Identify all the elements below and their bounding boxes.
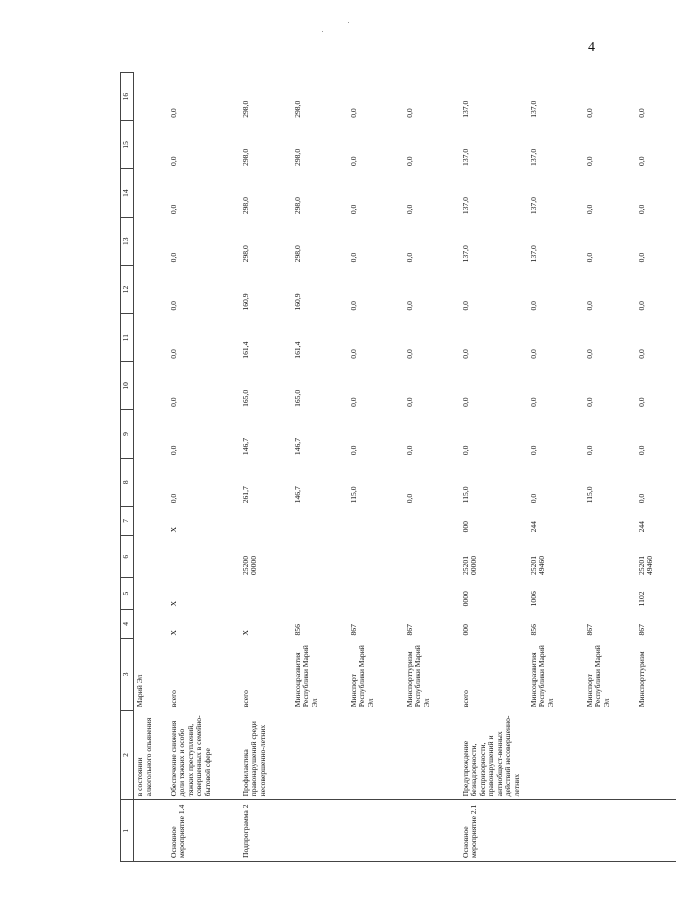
cell-csr (404, 535, 460, 578)
cell-2019: 0,0 (636, 252, 646, 263)
cell-csr (348, 535, 404, 578)
table-row (292, 73, 348, 862)
cell-executor: Минсоцразвития Республики Марий Эл (292, 645, 319, 708)
column-number: 1 (121, 800, 134, 862)
cell-2014: 0,0 (636, 493, 646, 504)
cell-2019: 0,0 (584, 252, 594, 263)
column-number: 2 (121, 710, 134, 800)
cell-2016: 0,0 (168, 397, 178, 407)
column-number: 13 (121, 217, 134, 265)
cell-rzpr: 1102 (636, 591, 646, 607)
cell-csr: 25200 00000 (240, 556, 258, 575)
cell-2014: 115,0 (460, 486, 470, 504)
cell-vr (292, 506, 348, 535)
column-number: 3 (121, 638, 134, 710)
scan-speck (348, 22, 349, 23)
cell-2017: 0,0 (636, 349, 646, 359)
cell-level (348, 800, 404, 862)
cell-2017: 161,4 (292, 341, 302, 359)
cell-csr: 25201 00000 (460, 556, 478, 575)
cell-grbs: 000 (460, 624, 470, 636)
cell-vr (348, 506, 404, 535)
cell-2014 (134, 458, 168, 506)
cell-rzpr (134, 578, 168, 609)
table-row (528, 73, 584, 862)
cell-2022: 298,0 (240, 100, 250, 118)
cell-2015: 0,0 (404, 445, 414, 456)
cell-2018: 0,0 (528, 301, 538, 311)
cell-2021: 298,0 (240, 148, 250, 166)
cell-level (584, 800, 636, 862)
table-row (460, 73, 528, 862)
cell-2020 (134, 169, 168, 217)
cell-csr (134, 535, 168, 578)
column-number: 10 (121, 362, 134, 410)
cell-2021: 137,0 (460, 148, 470, 166)
table-body (121, 73, 676, 862)
cell-rzpr (584, 578, 636, 609)
cell-2017: 0,0 (404, 349, 414, 359)
cell-2015: 0,0 (168, 445, 178, 456)
cell-vr (584, 506, 636, 535)
cell-executor: всего (240, 690, 250, 708)
cell-csr: 25201 49460 (528, 556, 546, 575)
column-number: 6 (121, 535, 134, 578)
column-number: 16 (121, 73, 134, 121)
cell-2015: 0,0 (584, 445, 594, 456)
cell-executor: всего (460, 690, 470, 708)
cell-2018: 0,0 (168, 301, 178, 311)
cell-2016: 0,0 (460, 397, 470, 407)
cell-2015: 0,0 (348, 445, 358, 456)
table-row (134, 73, 168, 862)
cell-2019: 137,0 (460, 245, 470, 263)
cell-level: Основное мероприятие 2.1 (460, 800, 528, 862)
cell-rzpr: Х (168, 600, 178, 607)
table-row (240, 73, 292, 862)
cell-2019: 0,0 (168, 252, 178, 263)
cell-2019: 298,0 (292, 245, 302, 263)
cell-2016 (134, 362, 168, 410)
cell-executor: Минспорт Республики Марий Эл (584, 645, 611, 708)
cell-2014: 261,7 (240, 486, 250, 504)
column-number: 8 (121, 458, 134, 506)
cell-level (292, 800, 348, 862)
cell-2022: 0,0 (348, 108, 358, 118)
cell-vr: 244 (636, 521, 646, 533)
cell-2016: 0,0 (528, 397, 538, 407)
cell-name (636, 710, 676, 800)
cell-2020: 0,0 (168, 204, 178, 215)
cell-executor: Марий Эл (135, 674, 144, 708)
cell-2020: 298,0 (240, 197, 250, 215)
cell-grbs: Х (240, 630, 250, 636)
cell-csr: 25201 49460 (636, 556, 654, 575)
column-number-row (121, 73, 134, 862)
cell-2015: 146,7 (292, 438, 302, 456)
cell-2017: 0,0 (348, 349, 358, 359)
cell-2017: 0,0 (528, 349, 538, 359)
cell-2014: 115,0 (348, 486, 358, 504)
cell-2020: 0,0 (404, 204, 414, 215)
cell-executor: Минспорттуризм (636, 651, 646, 708)
cell-vr (134, 506, 168, 535)
column-number: 12 (121, 265, 134, 313)
cell-2015: 0,0 (528, 445, 538, 456)
column-number: 15 (121, 121, 134, 169)
cell-2020: 137,0 (460, 197, 470, 215)
cell-2017: 0,0 (460, 349, 470, 359)
cell-level (134, 800, 168, 862)
cell-2022: 137,0 (460, 100, 470, 118)
cell-rzpr (348, 578, 404, 609)
cell-2021: 0,0 (168, 156, 178, 166)
cell-2019: 0,0 (404, 252, 414, 263)
cell-2021: 298,0 (292, 148, 302, 166)
cell-executor: Минспорттуризм Республики Марий Эл (404, 645, 431, 708)
cell-vr (240, 506, 292, 535)
cell-rzpr: 1006 (528, 591, 538, 607)
table-row (348, 73, 404, 862)
cell-2016: 0,0 (584, 397, 594, 407)
cell-rzpr (404, 578, 460, 609)
cell-2022: 298,0 (292, 100, 302, 118)
cell-2014: 115,0 (584, 486, 594, 504)
cell-2016: 165,0 (240, 389, 250, 407)
cell-2015: 0,0 (460, 445, 470, 456)
table-row (168, 73, 240, 862)
cell-2017: 0,0 (168, 349, 178, 359)
cell-2022: 0,0 (584, 108, 594, 118)
cell-2015: 0,0 (636, 445, 646, 456)
cell-name (584, 710, 636, 800)
cell-2018 (134, 265, 168, 313)
column-number: 9 (121, 410, 134, 458)
cell-name: Обеспечение снижения доли тяжких и особо тяжких преступлений, совершенных в семейно-бытовой сфере (168, 710, 240, 800)
cell-level (636, 800, 676, 862)
cell-vr: 000 (460, 521, 470, 533)
cell-grbs: Х (168, 630, 178, 636)
table-row (636, 73, 676, 862)
cell-2020: 298,0 (292, 197, 302, 215)
cell-name (528, 710, 584, 800)
cell-2018: 0,0 (636, 301, 646, 311)
cell-2020: 0,0 (584, 204, 594, 215)
table-row (404, 73, 460, 862)
cell-2014: 146,7 (292, 486, 302, 504)
cell-2021: 0,0 (636, 156, 646, 166)
cell-name: в состоянии алкогольного опьянения (134, 710, 168, 800)
column-number: 11 (121, 314, 134, 362)
page-number: 4 (588, 40, 595, 55)
cell-2019: 137,0 (528, 245, 538, 263)
cell-rzpr (292, 578, 348, 609)
cell-2021: 0,0 (404, 156, 414, 166)
cell-csr (168, 535, 240, 578)
cell-2022: 0,0 (404, 108, 414, 118)
cell-level: Основное мероприятие 1.4 (168, 800, 240, 862)
cell-2018: 160,9 (292, 293, 302, 311)
column-number: 7 (121, 506, 134, 535)
cell-2019 (134, 217, 168, 265)
cell-2019: 298,0 (240, 245, 250, 263)
budget-table (120, 72, 676, 862)
cell-csr (584, 535, 636, 578)
cell-2020: 0,0 (348, 204, 358, 215)
cell-2021: 0,0 (584, 156, 594, 166)
cell-vr: 244 (528, 521, 538, 533)
cell-2022: 0,0 (168, 108, 178, 118)
cell-2016: 0,0 (404, 397, 414, 407)
cell-2018: 0,0 (460, 301, 470, 311)
cell-2015: 146,7 (240, 438, 250, 456)
cell-2018: 160,9 (240, 293, 250, 311)
cell-2016: 0,0 (636, 397, 646, 407)
cell-2021 (134, 121, 168, 169)
cell-rzpr (240, 578, 292, 609)
cell-executor: Минсоцразвития Республики Марий Эл (528, 645, 555, 708)
cell-2014: 0,0 (168, 493, 178, 504)
cell-rzpr: 0000 (460, 591, 470, 607)
cell-name (348, 710, 404, 800)
cell-level (528, 800, 584, 862)
cell-grbs (134, 609, 168, 638)
cell-2018: 0,0 (404, 301, 414, 311)
cell-2022: 0,0 (636, 108, 646, 118)
cell-executor: всего (168, 690, 178, 708)
cell-2014: 0,0 (404, 493, 414, 504)
cell-level: Подпрограмма 2 (240, 800, 292, 862)
cell-2017: 161,4 (240, 341, 250, 359)
cell-name: Профилактика правонарушений среди несовершенно-летних (240, 710, 292, 800)
cell-2017: 0,0 (584, 349, 594, 359)
cell-2014: 0,0 (528, 493, 538, 504)
cell-csr (292, 535, 348, 578)
cell-vr: Х (168, 526, 178, 533)
cell-2017 (134, 314, 168, 362)
cell-2016: 165,0 (292, 389, 302, 407)
cell-2019: 0,0 (348, 252, 358, 263)
cell-2018: 0,0 (348, 301, 358, 311)
cell-2015 (134, 410, 168, 458)
cell-2022 (134, 73, 168, 121)
cell-executor: Минспорт Республики Марий Эл (348, 645, 375, 708)
cell-grbs: 867 (584, 624, 594, 636)
cell-grbs: 867 (636, 624, 646, 636)
cell-grbs: 867 (348, 624, 358, 636)
cell-name (292, 710, 348, 800)
cell-grbs: 867 (404, 624, 414, 636)
cell-grbs: 856 (528, 624, 538, 636)
column-number: 4 (121, 609, 134, 638)
cell-2021: 0,0 (348, 156, 358, 166)
cell-2020: 137,0 (528, 197, 538, 215)
cell-2018: 0,0 (584, 301, 594, 311)
column-number: 14 (121, 169, 134, 217)
cell-2016: 0,0 (348, 397, 358, 407)
cell-2020: 0,0 (636, 204, 646, 215)
cell-name (404, 710, 460, 800)
cell-2022: 137,0 (528, 100, 538, 118)
cell-grbs: 856 (292, 624, 302, 636)
column-number: 5 (121, 578, 134, 609)
table-row (584, 73, 636, 862)
cell-2021: 137,0 (528, 148, 538, 166)
rotated-table-wrapper (120, 72, 654, 862)
cell-name: Предупреждение безнадзорности, беспризорности, правонарушений и антиобщест-венных действий несовершенно-летних (460, 710, 528, 800)
cell-vr (404, 506, 460, 535)
scan-speck (322, 31, 323, 32)
cell-level (404, 800, 460, 862)
